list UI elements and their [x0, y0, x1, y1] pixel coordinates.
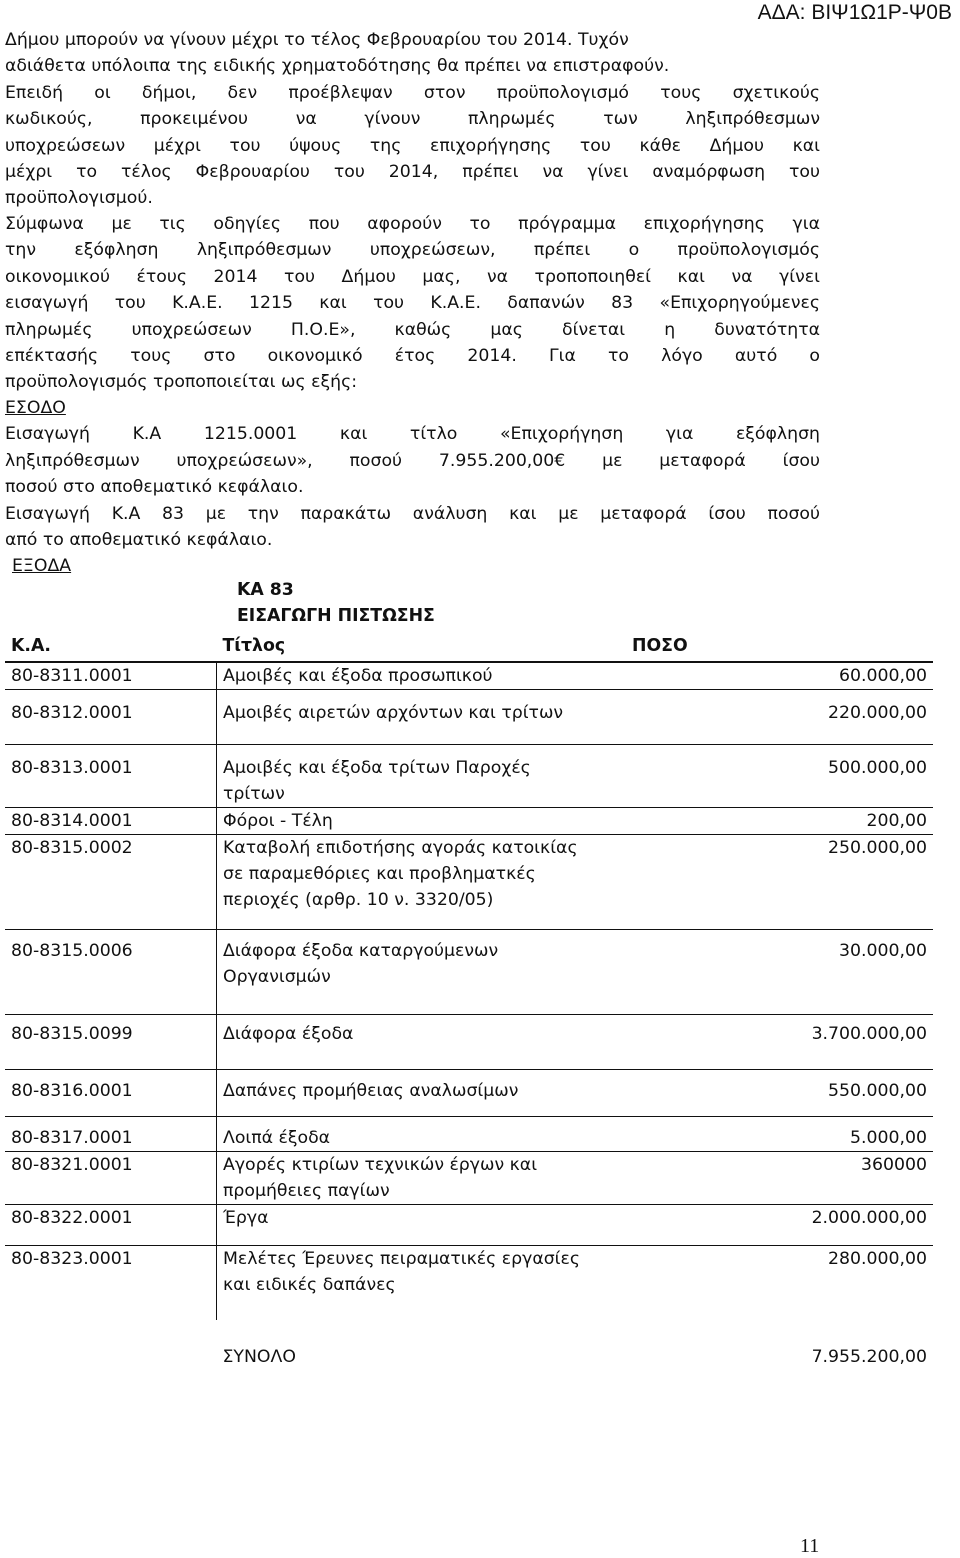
cell-ka: 80-8312.0001 [5, 690, 217, 745]
table-row [5, 930, 933, 1015]
cell-ka: 80-8323.0001 [5, 1246, 217, 1321]
header-amount: ΠΟΣΟ [602, 633, 933, 662]
text-line: οικονομικού έτους 2014 του Δήμου μας, να τροποποιηθεί και να γίνει [5, 266, 820, 287]
cell-ka: 80-8315.0006 [5, 930, 217, 1015]
table-row [5, 808, 933, 835]
cell-title: Φόροι - Τέλη [217, 808, 603, 835]
cell-title: Διάφορα έξοδα καταργούμενων Οργανισμών [217, 930, 603, 1015]
cell-ka: 80-8316.0001 [5, 1070, 217, 1117]
text-line: κωδικούς, προκειμένου να γίνουν πληρωμές των ληξιπρόθεσμων [5, 109, 820, 130]
cell-ka: 80-8315.0002 [5, 835, 217, 930]
cell-ka: 80-8311.0001 [5, 662, 217, 690]
text-line: προϋπολογισμού. [5, 188, 153, 209]
text-line: προϋπολογισμός τροποποιείται ως εξής: [5, 372, 358, 393]
expenses-heading: ΕΞΟΔΑ [12, 556, 72, 576]
cell-ka: 80-8322.0001 [5, 1205, 217, 1246]
text-line: Επειδή οι δήμοι, δεν προέβλεψαν στον προϋπολογισμό τους σχετικούς [5, 82, 820, 103]
text-line: υποχρεώσεων μέχρι του ύψους της επιχορήγησης του κάθε Δήμου και [5, 135, 820, 156]
table-row [5, 1117, 933, 1152]
conditions-paragraph [5, 211, 820, 396]
cell-amount: 360000 [602, 1152, 933, 1205]
cell-title: Δαπάνες προμήθειας αναλωσίμων [217, 1070, 603, 1117]
ada-code: ΑΔΑ: ΒΙΨ1Ω1Ρ-Ψ0Β [757, 1, 952, 24]
cell-amount: 550.000,00 [602, 1070, 933, 1117]
text-line: πληρωμές υποχρεώσεων Π.Ο.Ε», καθώς μας δίνεται η δυνατότητα [5, 319, 820, 340]
total-amount: 7.955.200,00 [811, 1347, 927, 1367]
table-row [5, 1015, 933, 1070]
cell-title: Αμοιβές και έξοδα τρίτων Παροχές τρίτων [217, 745, 603, 808]
cell-amount: 2.000.000,00 [602, 1205, 933, 1246]
cell-title: Διάφορα έξοδα [217, 1015, 603, 1070]
table-row [5, 1205, 933, 1246]
cell-title: Αγορές κτιρίων τεχνικών έργων και προμήθειες παγίων [217, 1152, 603, 1205]
total-row [5, 1320, 933, 1370]
text-line: Δήμου μπορούν να γίνουν μέχρι το τέλος Φεβρουαρίου του 2014. Τυχόν [5, 30, 629, 50]
header-ka: Κ.Α. [5, 633, 217, 662]
cell-ka: 80-8321.0001 [5, 1152, 217, 1205]
text-line: Σύμφωνα με τις οδηγίες που αφορούν το πρόγραμμα επιχορήγησης για [5, 214, 820, 234]
total-label: ΣΥΝΟΛΟ [222, 1347, 296, 1367]
cell-amount: 280.000,00 [602, 1246, 933, 1321]
cell-ka: 80-8313.0001 [5, 745, 217, 808]
cell-title: Αμοιβές αιρετών αρχόντων και τρίτων [217, 690, 603, 745]
cell-amount: 200,00 [602, 808, 933, 835]
table-row [5, 1070, 933, 1117]
cell-ka: 80-8315.0099 [5, 1015, 217, 1070]
table-row [5, 690, 933, 745]
text-line: από το αποθεματικό κεφάλαιο. [5, 530, 273, 551]
cell-title: Αμοιβές και έξοδα προσωπικού [217, 662, 603, 690]
table-row [5, 1246, 933, 1321]
table-subtitle: ΕΙΣΑΓΩΓΗ ΠΙΣΤΩΣΗΣ [237, 606, 435, 626]
cell-amount: 60.000,00 [602, 662, 933, 690]
cell-amount: 30.000,00 [602, 930, 933, 1015]
table-row [5, 1152, 933, 1205]
text-line: ληξιπρόθεσμων υποχρεώσεων», ποσού 7.955.200,00€ με μεταφορά ίσου [5, 450, 820, 471]
text-line: Εισαγωγή Κ.Α 83 με την παρακάτω ανάλυση και με μεταφορά ίσου ποσού [5, 503, 820, 524]
total-empty-cell [5, 1320, 217, 1370]
budget-table [5, 633, 933, 1370]
cell-title: Λοιπά έξοδα [217, 1117, 603, 1152]
cell-title: Καταβολή επιδοτήσης αγοράς κατοικίας σε παραμεθόριες και προβληματκές περιοχές (αρθρ. 10 ν. 3320/05) [217, 835, 603, 930]
text-line: ποσού στο αποθεματικό κεφάλαιο. [5, 477, 304, 498]
cell-ka: 80-8317.0001 [5, 1117, 217, 1152]
cell-title: Έργα [217, 1205, 603, 1246]
text-line: αδιάθετα υπόλοιπα της ειδικής χρηματοδότησης θα πρέπει να επιστραφούν. [5, 56, 670, 77]
table-header-row [5, 633, 933, 662]
table-row [5, 662, 933, 690]
cell-amount: 500.000,00 [602, 745, 933, 808]
text-line: Εισαγωγή Κ.Α 1215.0001 και τίτλο «Επιχορήγηση για εξόφληση [5, 424, 820, 445]
revenue-section [5, 395, 820, 553]
text-line: επέκτασής τους στο οικονομικό έτος 2014. Για το λόγο αυτό ο [5, 346, 820, 367]
page-number: 11 [800, 1535, 820, 1557]
cell-amount: 220.000,00 [602, 690, 933, 745]
cell-amount: 5.000,00 [602, 1117, 933, 1152]
text-line: εισαγωγή του Κ.Α.Ε. 1215 και του Κ.Α.Ε. δαπανών 83 «Επιχορηγούμενες [5, 293, 820, 314]
header-title: Τίτλος [217, 633, 603, 662]
text-line: την εξόφληση ληξιπρόθεσμων υποχρεώσεων, πρέπει ο προϋπολογισμός [5, 240, 820, 261]
cell-amount: 250.000,00 [602, 835, 933, 930]
cell-title: Μελέτες Έρευνες πειραματικές εργασίες και ειδικές δαπάνες [217, 1246, 603, 1321]
cell-amount: 3.700.000,00 [602, 1015, 933, 1070]
table-row [5, 835, 933, 930]
text-line: μέχρι το τέλος Φεβρουαρίου του 2014, πρέπει να γίνει αναμόρφωση του [5, 162, 820, 183]
intro-paragraph [5, 27, 820, 212]
cell-ka: 80-8314.0001 [5, 808, 217, 835]
table-row [5, 745, 933, 808]
table-title: ΚΑ 83 [237, 580, 294, 600]
revenue-heading: ΕΣΟΔΟ [5, 398, 66, 418]
